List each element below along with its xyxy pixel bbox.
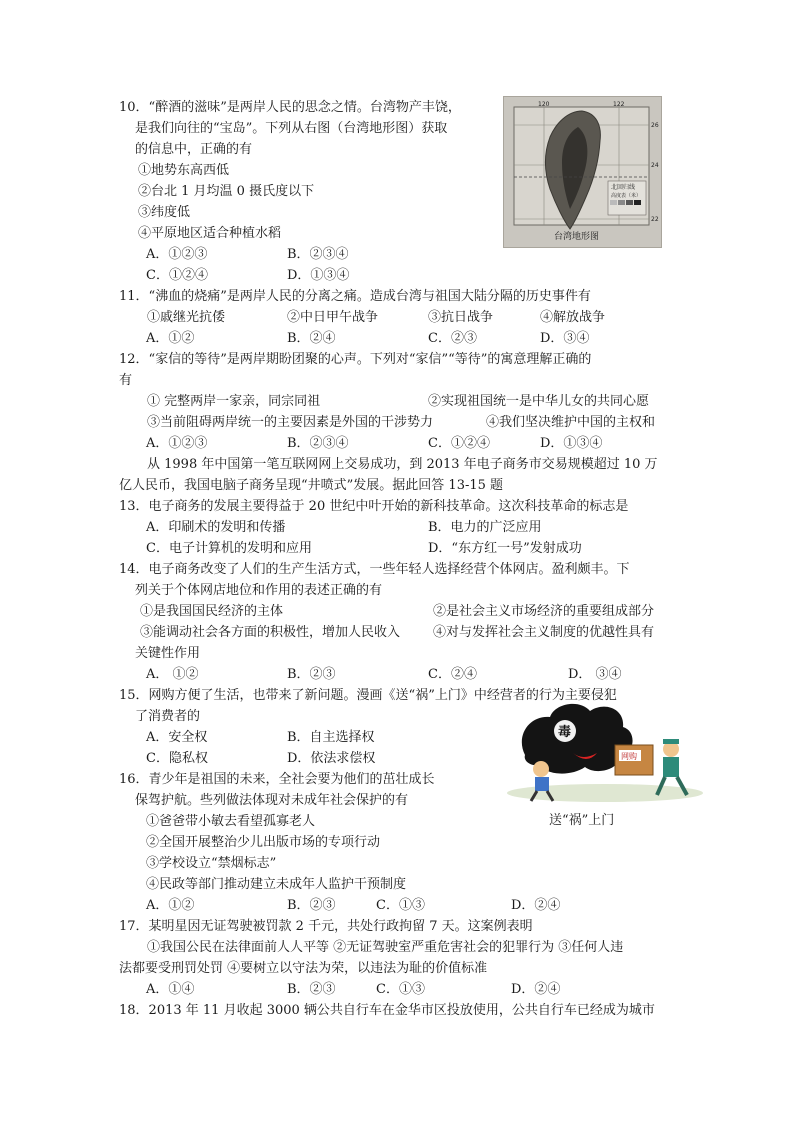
- text-line-q10_2: 是我们向往的“宝岛”。下列从右图（台湾地形图）获取: [135, 121, 448, 136]
- text-line-q16_a: A．①②: [146, 898, 195, 913]
- text-line-q14_1: 14．电子商务改变了人们的生产生活方式，一些年轻人选择经营个体网店。盈利颇丰。下: [119, 562, 630, 577]
- cartoon-figure: [505, 695, 705, 805]
- text-line-q14_4b: ④对与发挥社会主义制度的优越性具有: [433, 625, 655, 640]
- text-line-q16_4: ②全国开展整治少儿出版市场的专项行动: [146, 835, 381, 850]
- text-line-q11_2: ①戚继光抗倭: [147, 310, 226, 325]
- text-line-q16_3: ①爸爸带小敏去看望孤寡老人: [146, 814, 316, 829]
- courier-cap: [663, 739, 679, 744]
- text-line-q12_d: D．①③④: [540, 436, 603, 451]
- text-line-q10_5: ②台北 1 月均温 0 摄氏度以下: [138, 184, 315, 199]
- text-line-q15_c: C．隐私权: [146, 751, 208, 766]
- text-line-q11_2c: ③抗日战争: [428, 310, 494, 325]
- text-line-q15_1: 15．网购方便了生活，也带来了新问题。漫画《送“祸”上门》中经营者的行为主要侵犯: [119, 688, 617, 703]
- text-line-q14_d: D． ③④: [568, 667, 622, 682]
- text-line-q10_7: ④平原地区适合种植水稻: [138, 226, 282, 241]
- text-line-q12_3: ① 完整两岸一家亲，同宗同祖: [147, 394, 321, 409]
- text-line-q14_a: A． ①②: [146, 667, 199, 682]
- legend-subtitle: 高度表（米）: [611, 193, 642, 199]
- legend-swatch: [618, 200, 625, 205]
- text-line-q14_5: 关键性作用: [135, 646, 201, 661]
- text-line-q12_2: 有: [119, 373, 133, 388]
- text-line-q13_1: 13．电子商务的发展主要得益于 20 世纪中叶开始的新科技革命。这次科技革命的标志是: [119, 499, 629, 514]
- victim-body: [535, 777, 549, 791]
- legend-title: 北回归线: [611, 184, 636, 191]
- text-line-q13_c: C．电子计算机的发明和应用: [146, 541, 312, 556]
- text-line-q16_5: ③学校设立“禁烟标志”: [146, 856, 277, 871]
- victim-head: [533, 761, 549, 777]
- text-line-q15_d: D．依法求偿权: [287, 751, 376, 766]
- text-line-q13_b: B．电力的广泛应用: [428, 520, 542, 535]
- text-line-q15_2: 了消费者的: [135, 709, 201, 724]
- lat-label: 26: [651, 122, 659, 129]
- text-line-q15_a: A．安全权: [146, 730, 208, 745]
- text-line-q13_a: A．印刷术的发明和传播: [146, 520, 286, 535]
- text-line-q18_1: 18．2013 年 11 月收起 3000 辆公共自行车在金华市区投放使用，公共自行车已经成为城市: [119, 1003, 655, 1018]
- text-line-mat_1: 从 1998 年中国第一笔互联网网上交易成功，到 2013 年电子商务市交易规模超过 10 万: [147, 457, 658, 472]
- text-line-q16_d: D．②④: [511, 898, 561, 913]
- text-line-q10_6: ③纬度低: [138, 205, 191, 220]
- text-line-q17_3: 法都要受刑罚处罚 ④要树立以守法为荣，以违法为耻的价值标准: [119, 961, 488, 976]
- lon-label: 122: [613, 101, 625, 108]
- text-line-q17_b: B．②③: [287, 982, 336, 997]
- legend-swatch: [626, 200, 633, 205]
- text-line-q12_c: C．①②④: [428, 436, 490, 451]
- text-line-q16_2: 保驾护航。些列做法体现对未成年社会保护的有: [135, 793, 409, 808]
- text-line-q11_b: B．②④: [287, 331, 336, 346]
- text-line-q10_a: A．①②③: [146, 247, 208, 262]
- text-line-q17_2: ①我国公民在法律面前人人平等 ②无证驾驶室严重危害社会的犯罪行为 ③任何人违: [147, 940, 624, 955]
- text-line-q10_3: 的信息中，正确的有: [135, 142, 253, 157]
- cartoon-caption: 送“祸”上门: [549, 813, 615, 828]
- text-line-q12_4: ③当前阻碍两岸统一的主要因素是外国的干涉势力: [147, 415, 434, 430]
- smoke-character: 毒: [558, 725, 572, 740]
- text-line-q16_b: B．②③: [287, 898, 336, 913]
- map-caption: 台湾地形图: [554, 232, 600, 242]
- text-line-q16_6: ④民政等部门推动建立未成年人监护干预制度: [146, 877, 407, 892]
- legend-swatch: [610, 200, 617, 205]
- text-line-q12_a: A．①②③: [146, 436, 208, 451]
- text-line-q11_a: A．①②: [146, 331, 195, 346]
- text-line-q12_4b: ④我们坚决维护中国的主权和: [486, 415, 656, 430]
- text-line-q10_1: 10．“醉酒的滋味”是两岸人民的思念之情。台湾物产丰饶，: [119, 100, 461, 115]
- courier-body: [663, 757, 679, 777]
- text-line-q10_4: ①地势东高西低: [138, 163, 230, 178]
- text-line-q10_b: B．②③④: [287, 247, 349, 262]
- taiwan-map-svg: [504, 97, 661, 247]
- taiwan-map-figure: [503, 96, 662, 248]
- text-line-q14_2: 列关于个体网店地位和作用的表述正确的有: [135, 583, 383, 598]
- text-line-q17_c: C．①③: [376, 982, 425, 997]
- text-line-q10_d: D．①③④: [287, 268, 350, 283]
- text-line-q17_a: A．①④: [146, 982, 195, 997]
- lon-label: 120: [538, 101, 550, 108]
- text-line-q14_c: C．②④: [428, 667, 477, 682]
- cartoon-svg: [505, 695, 705, 805]
- text-line-q10_c: C．①②④: [146, 268, 208, 283]
- text-line-q16_1: 16．青少年是祖国的未来，全社会要为他们的茁壮成长: [119, 772, 435, 787]
- text-line-q14_4: ③能调动社会各方面的积极性，增加人民收入: [140, 625, 401, 640]
- lat-label: 24: [651, 162, 659, 169]
- text-line-q12_3b: ②实现祖国统一是中华儿女的共同心愿: [428, 394, 650, 409]
- text-line-q11_c: C．②③: [428, 331, 477, 346]
- text-line-mat_2: 亿人民币，我国电脑子商务呈现“井喷式”发展。据此回答 13-15 题: [119, 478, 504, 493]
- package-label: 网购: [621, 752, 637, 761]
- text-line-q11_2d: ④解放战争: [540, 310, 606, 325]
- text-line-q11_1: 11．“沸血的烧痛”是两岸人民的分离之痛。造成台湾与祖国大陆分隔的历史事件有: [119, 289, 591, 304]
- text-line-q12_1: 12．“家信的等待”是两岸期盼团聚的心声。下列对“家信”“等待”的寓意理解正确的: [119, 352, 592, 367]
- text-line-q11_2b: ②中日甲午战争: [287, 310, 379, 325]
- lat-label: 22: [651, 216, 659, 223]
- text-line-q13_d: D．“东方红一号”发射成功: [428, 541, 582, 556]
- text-line-q15_b: B．自主选择权: [287, 730, 375, 745]
- text-line-q14_3b: ②是社会主义市场经济的重要组成部分: [433, 604, 655, 619]
- text-line-q17_1: 17．某明星因无证驾驶被罚款 2 千元，共处行政拘留 7 天。这案例表明: [119, 919, 533, 934]
- text-line-q17_d: D．②④: [511, 982, 561, 997]
- legend-swatch: [634, 200, 641, 205]
- text-line-q14_b: B．②③: [287, 667, 336, 682]
- text-line-q16_c: C．①③: [376, 898, 425, 913]
- text-line-q14_3: ①是我国国民经济的主体: [140, 604, 284, 619]
- text-line-q12_b: B．②③④: [287, 436, 349, 451]
- text-line-q11_d: D．③④: [540, 331, 590, 346]
